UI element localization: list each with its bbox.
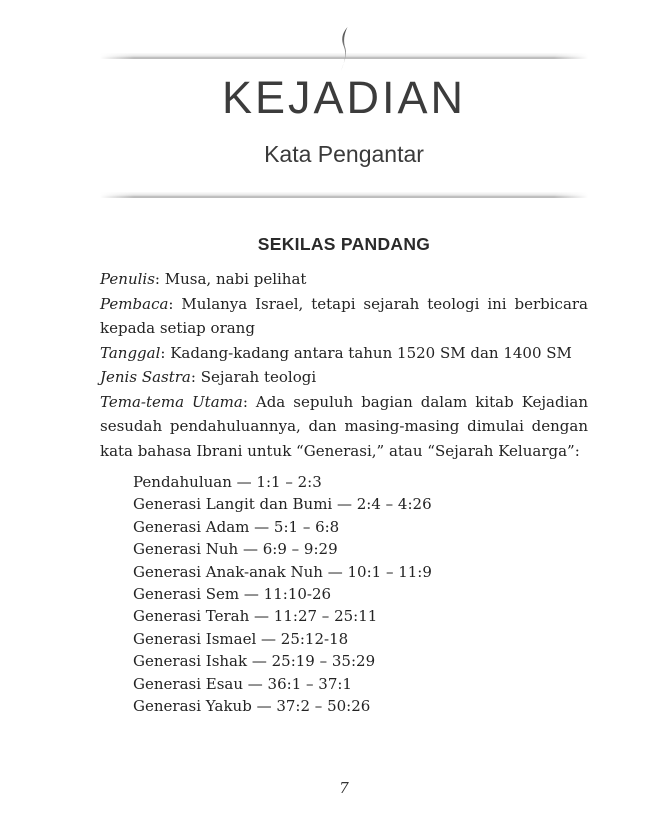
entry-label: Tanggal bbox=[100, 343, 161, 362]
outline-item: Generasi Nuh — 6:9 – 9:29 bbox=[133, 540, 338, 559]
overview-entry-pembaca bbox=[100, 292, 588, 341]
entry-label: Pembaca bbox=[100, 294, 169, 313]
section-heading: SEKILAS PANDANG bbox=[257, 234, 431, 254]
overview-entries bbox=[100, 267, 588, 463]
outline-item: Generasi Yakub — 37:2 – 50:26 bbox=[133, 697, 371, 716]
overview-entry-tanggal bbox=[100, 341, 588, 366]
entry-text: : Ada sepuluh bagian dalam kitab Kejadian sesudah pendahuluannya, dan masing-masing dimulai dengan kata bahasa Ibrani untuk “Generasi,” atau “Sejarah Keluarga”: bbox=[100, 392, 588, 460]
outline-item: Generasi Sem — 11:10-26 bbox=[133, 585, 332, 604]
outline-list bbox=[100, 471, 588, 717]
outline-item: Generasi Anak-anak Nuh — 10:1 – 11:9 bbox=[133, 562, 432, 581]
outline-item: Generasi Ishak — 25:19 – 35:29 bbox=[133, 652, 376, 671]
entry-text: : Musa, nabi pelihat bbox=[154, 270, 307, 288]
entry-text: : Sejarah teologi bbox=[190, 368, 317, 386]
outline-item: Generasi Esau — 36:1 – 37:1 bbox=[133, 674, 352, 693]
outline-item: Generasi Langit dan Bumi — 2:4 – 4:26 bbox=[133, 495, 432, 514]
chapter-subtitle: Kata Pengantar bbox=[264, 141, 424, 167]
page-number: 7 bbox=[339, 779, 349, 797]
overview-entry-jenis-sastra bbox=[100, 365, 588, 390]
overview-entry-tema-utama bbox=[100, 390, 588, 464]
flame-flourish-icon bbox=[336, 27, 352, 72]
entry-text: : Mulanya Israel, tetapi sejarah teologi ini berbicara kepada setiap orang bbox=[100, 294, 588, 337]
outline-item: Generasi Terah — 11:27 – 25:11 bbox=[133, 607, 378, 626]
outline-item: Generasi Adam — 5:1 – 6:8 bbox=[133, 517, 340, 536]
entry-label: Penulis bbox=[100, 270, 155, 288]
outline-item: Pendahuluan — 1:1 – 2:3 bbox=[133, 473, 322, 491]
entry-text: : Kadang-kadang antara tahun 1520 SM dan 1400 SM bbox=[160, 343, 572, 362]
outline-item: Generasi Ismael — 25:12-18 bbox=[133, 629, 349, 648]
entry-label: Tema-tema Utama bbox=[100, 392, 243, 411]
overview-entry-penulis bbox=[100, 267, 588, 292]
book-title: KEJADIAN bbox=[221, 72, 467, 123]
entry-label: Jenis Sastra bbox=[100, 368, 191, 386]
divider-rule-bottom bbox=[100, 192, 588, 198]
